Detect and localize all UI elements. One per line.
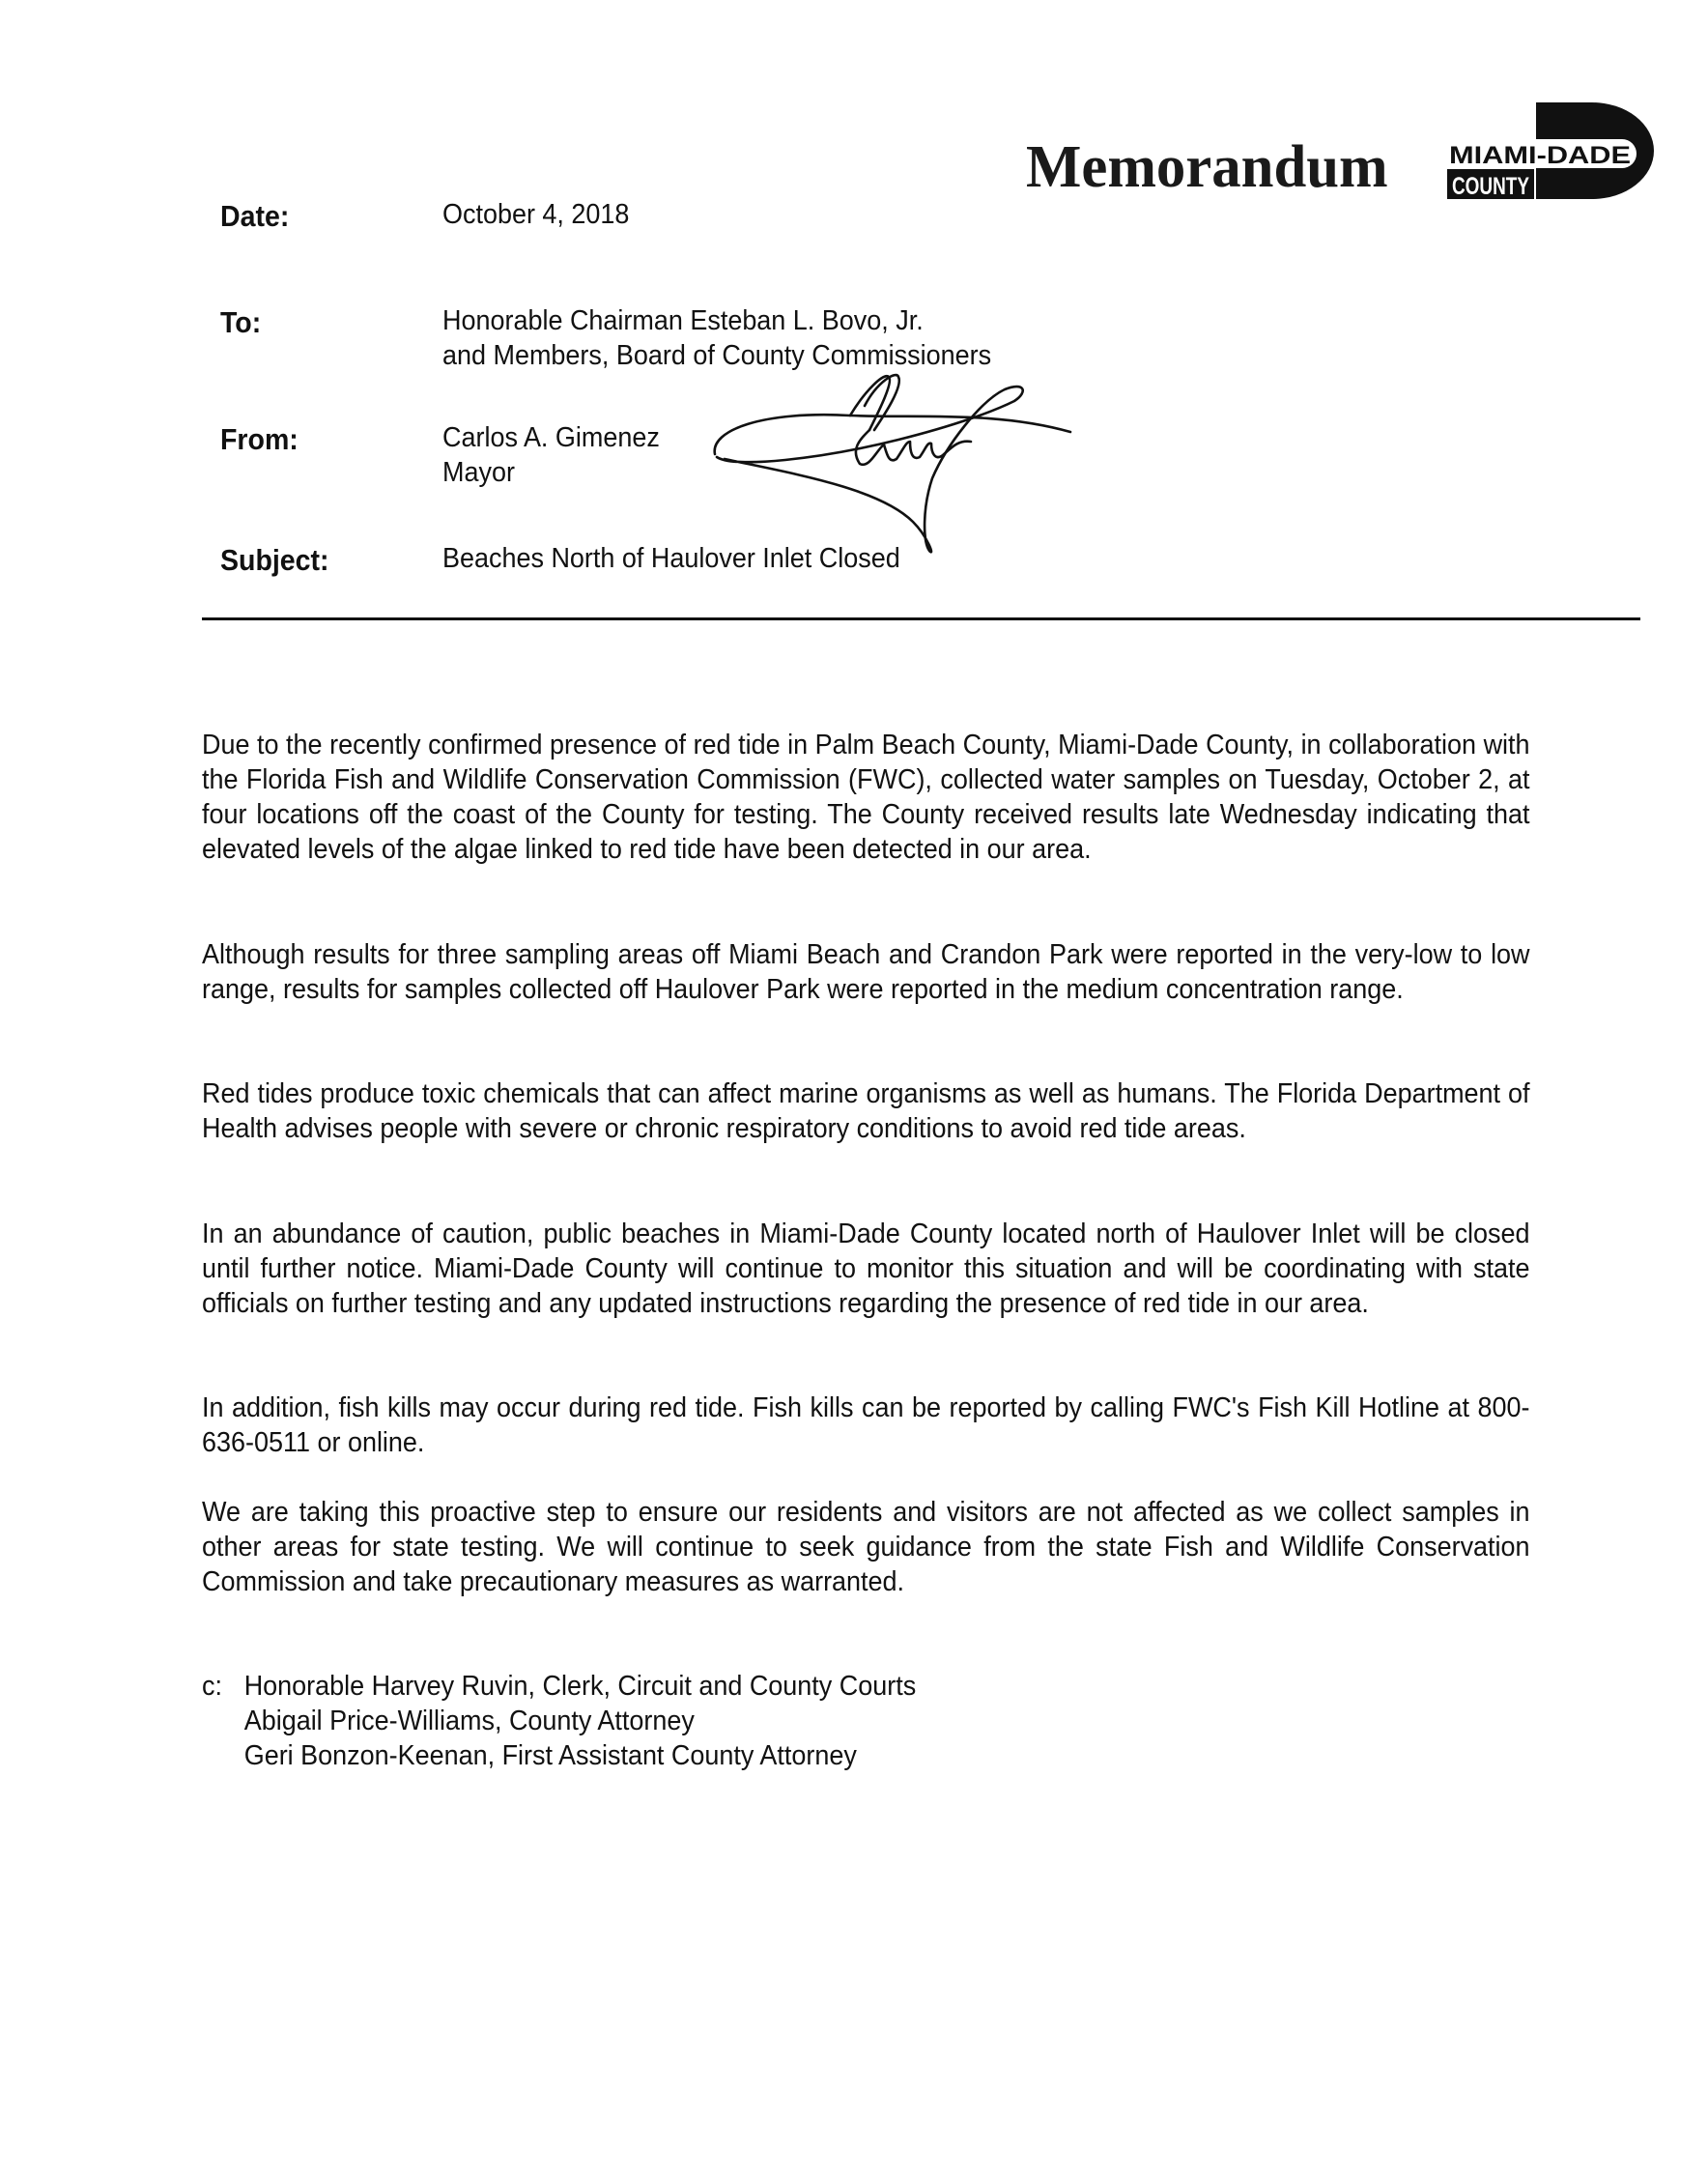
date-value: October 4, 2018 bbox=[442, 199, 630, 230]
cc-prefix: c: bbox=[202, 1671, 222, 1702]
from-name: Carlos A. Gimenez bbox=[442, 422, 660, 453]
cc-recipient: Honorable Harvey Ruvin, Clerk, Circuit and County Courts bbox=[243, 1671, 917, 1702]
to-label: To: bbox=[220, 305, 262, 339]
to-line: Honorable Chairman Esteban L. Bovo, Jr. bbox=[442, 305, 924, 336]
body-paragraph: In addition, fish kills may occur during red tide. Fish kills can be reported by calling FWC's Fish Kill Hotline at 800-636-0511 or online. bbox=[202, 1392, 1530, 1458]
header-divider bbox=[202, 617, 1640, 620]
from-title: Mayor bbox=[442, 457, 515, 488]
from-value bbox=[442, 420, 660, 490]
memo-title: Memorandum bbox=[1026, 134, 1388, 200]
subject-value: Beaches North of Haulover Inlet Closed bbox=[442, 543, 900, 574]
cc-recipient: Geri Bonzon-Keenan, First Assistant County Attorney bbox=[243, 1740, 857, 1771]
body-paragraph: Due to the recently confirmed presence of red tide in Palm Beach County, Miami-Dade County, in collaboration with the Florida Fish and Wildlife Conservation Commission (FWC), collected water samples on Tuesday, October 2, at four locations off the coast of the County for testing. The County received results late Wednesday indicating that elevated levels of the algae linked to red tide have been detected in our area. bbox=[202, 730, 1530, 865]
cc-recipient: Abigail Price-Williams, County Attorney bbox=[243, 1706, 695, 1736]
body-paragraph: We are taking this proactive step to ensure our residents and visitors are not affected as we collect samples in other areas for state testing. We will continue to seek guidance from the state Fish and Wildlife Conservation Commission and take precautionary measures as warranted. bbox=[202, 1497, 1530, 1597]
cc-list bbox=[202, 1669, 916, 1773]
subject-label: Subject: bbox=[220, 543, 329, 577]
logo-line1: MIAMI-DADE bbox=[1449, 142, 1631, 169]
date-label: Date: bbox=[220, 199, 290, 233]
miami-dade-county-logo-icon bbox=[1447, 102, 1656, 199]
body-paragraph: Red tides produce toxic chemicals that can affect marine organisms as well as humans. The Florida Department of Health advises people with severe or chronic respiratory conditions to avoid red tide areas. bbox=[202, 1078, 1530, 1144]
handwritten-signature-icon bbox=[705, 372, 1111, 565]
to-line: and Members, Board of County Commissioners bbox=[442, 340, 992, 371]
from-label: From: bbox=[220, 422, 299, 456]
to-value bbox=[442, 303, 991, 373]
body-paragraph: Although results for three sampling areas off Miami Beach and Crandon Park were reported in the very-low to low range, results for samples collected off Haulover Park were reported in the medium concentration range. bbox=[202, 939, 1530, 1005]
logo-line2: COUNTY bbox=[1452, 173, 1530, 199]
body-paragraph: In an abundance of caution, public beaches in Miami-Dade County located north of Haulover Inlet will be closed until further notice. Miami-Dade County will continue to monitor this situation and will be coordinating with state officials on further testing and any updated instructions regarding the presence of red tide in our area. bbox=[202, 1219, 1530, 1319]
